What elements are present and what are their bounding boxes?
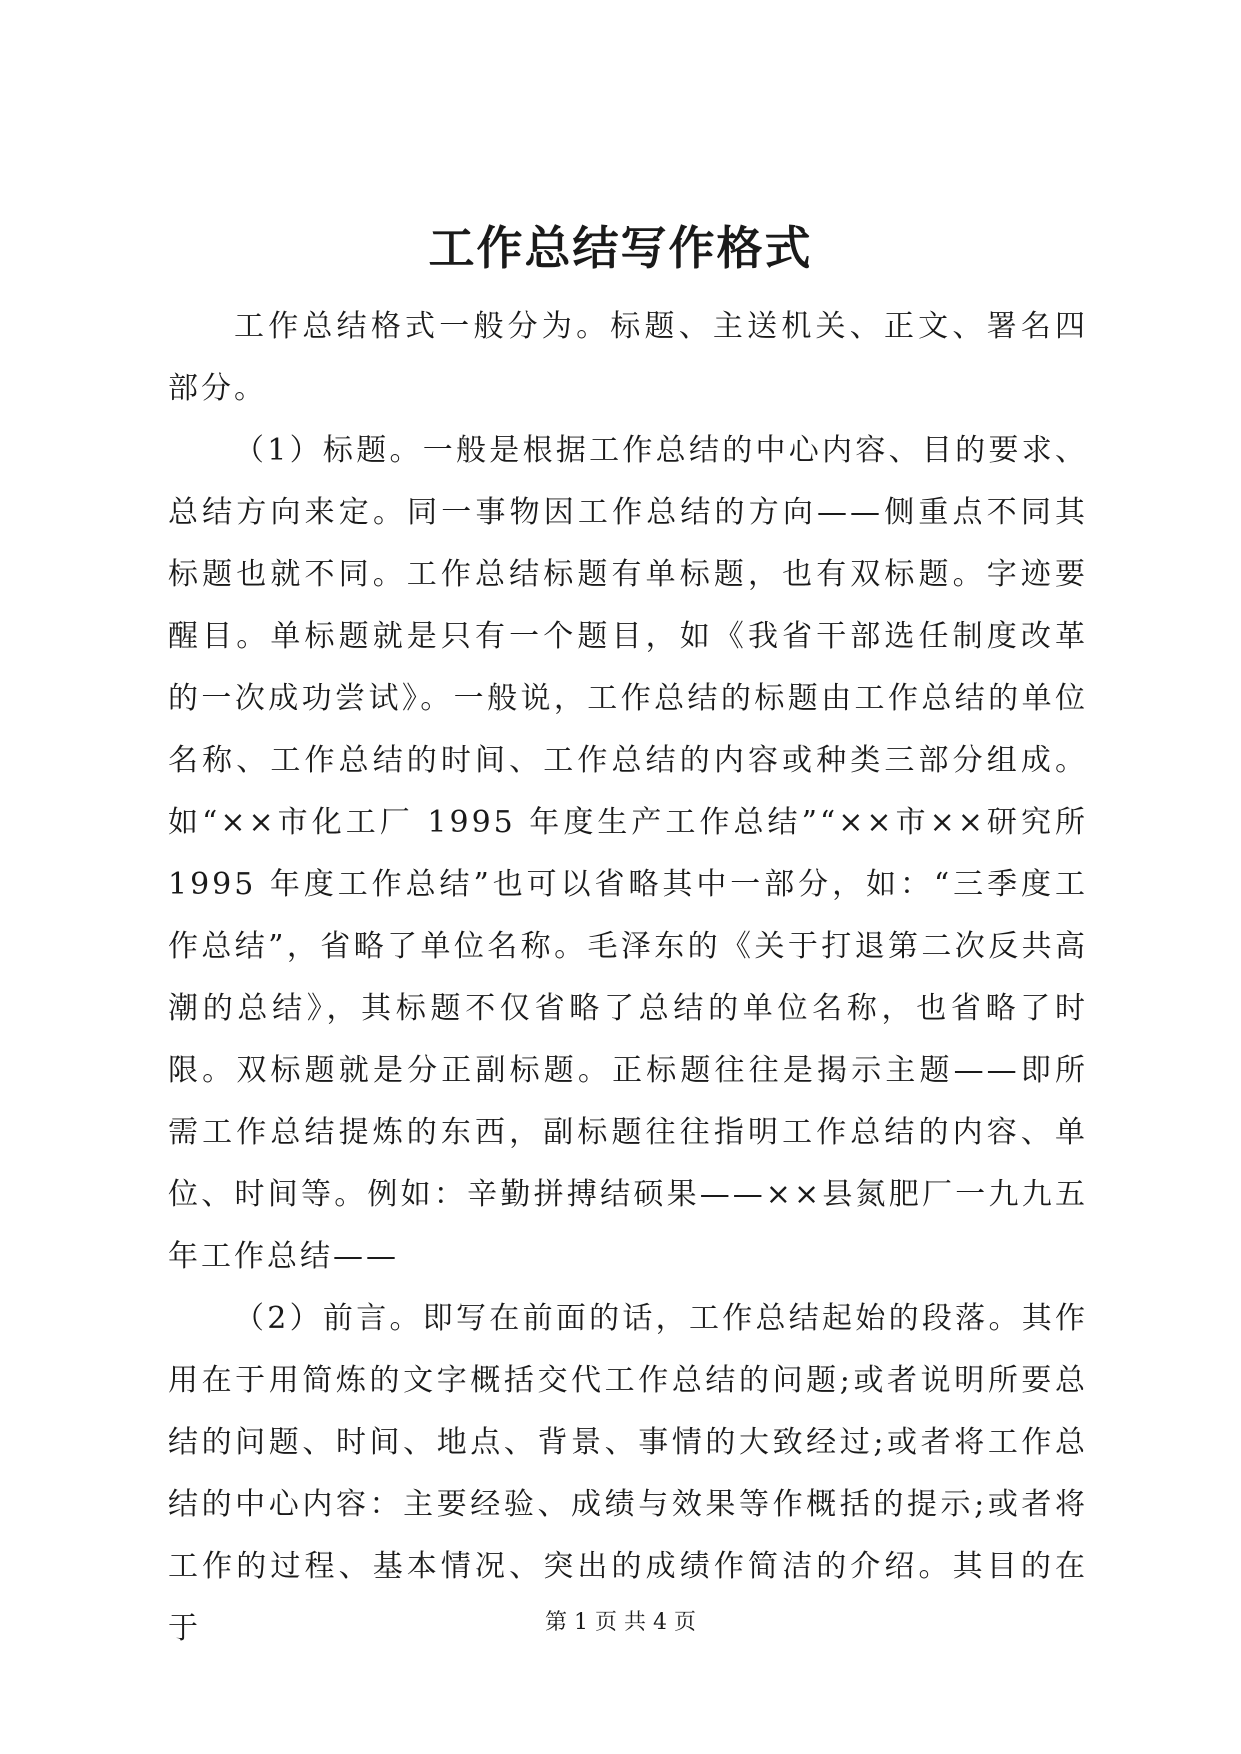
paragraph-title-section: （1）标题。一般是根据工作总结的中心内容、目的要求、总结方向来定。同一事物因工作总结的方向——侧重点不同其标题也就不同。工作总结标题有单标题，也有双标题。字迹要醒目。单标题就是只有一个题目，如《我省干部选任制度改革的一次成功尝试》。一般说，工作总结的标题由工作总结的单位名称、工作总结的时间、工作总结的内容或种类三部分组成。如“××市化工厂 1995 年度生产工作总结”“××市××研究所 1995 年度工作总结”也可以省略其中一部分，如：“三季度工作总结”，省略了单位名称。毛泽东的《关于打退第二次反共高潮的总结》，其标题不仅省略了总结的单位名称，也省略了时限。双标题就是分正副标题。正标题往往是揭示主题——即所需工作总结提炼的东西，副标题往往指明工作总结的内容、单位、时间等。例如：辛勤拼搏结硕果——××县氮肥厂一九九五年工作总结——	[168, 433, 1088, 1274]
document-body	[168, 296, 1088, 1660]
page-footer: 第 1 页 共 4 页	[545, 1610, 696, 1635]
paragraph-preface-section: （2）前言。即写在前面的话，工作总结起始的段落。其作用在于用简炼的文字概括交代工作总结的问题;或者说明所要总结的问题、时间、地点、背景、事情的大致经过;或者将工作总结的中心内容：主要经验、成绩与效果等作概括的提示;或者将工作的过程、基本情况、突出的成绩作简洁的介绍。其目的在于	[168, 1301, 1088, 1646]
document-title: 工作总结写作格式	[428, 221, 813, 275]
paragraph-intro: 工作总结格式一般分为。标题、主送机关、正文、署名四部分。	[168, 309, 1088, 406]
